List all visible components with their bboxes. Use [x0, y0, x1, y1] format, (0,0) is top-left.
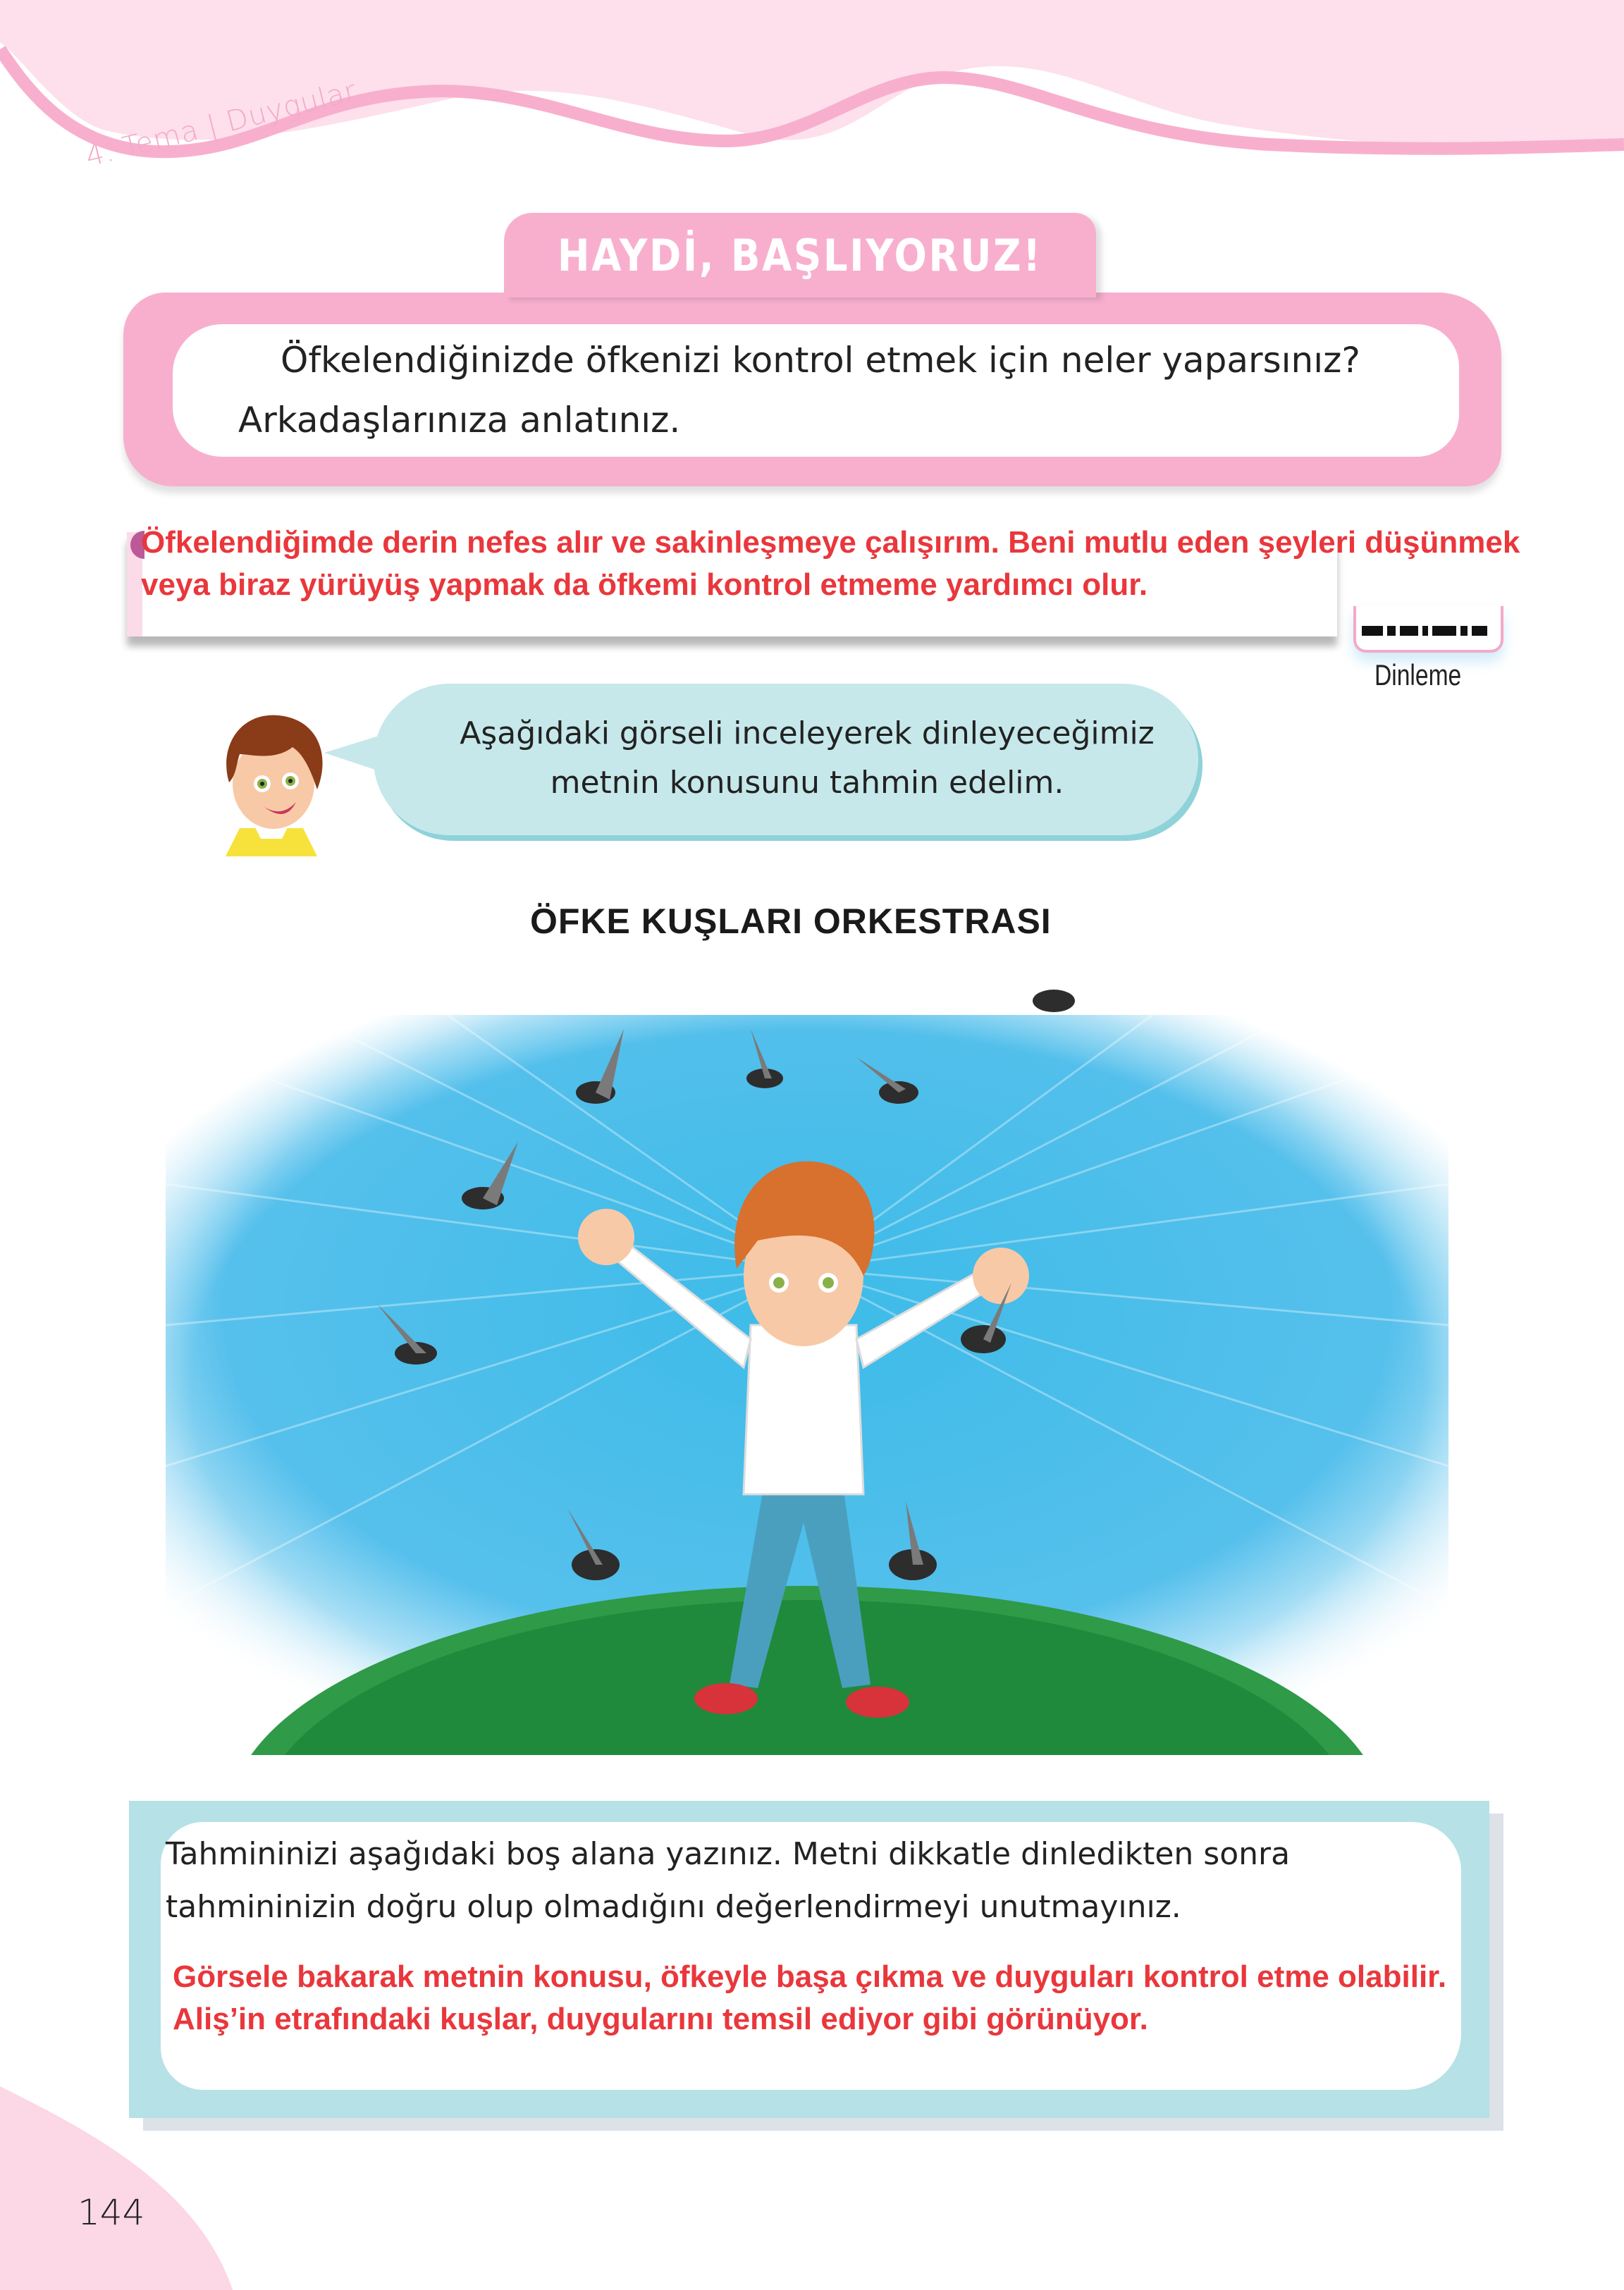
guess-instruction-line1: Tahmininizi aşağıdaki boş alana yazınız. Metni dikkatle dinledikten sonra — [166, 1836, 1291, 1872]
question-text-line1: Öfkelendiğinizde öfkenizi kontrol etmek için neler yaparsınız? — [281, 340, 1360, 381]
header-wave-decoration — [0, 0, 1624, 169]
theme-label: 4. Tema | Duygular — [82, 74, 361, 173]
section-title: HAYDİ, BAŞLIYORUZ! — [558, 229, 1042, 281]
question-text-line2: Arkadaşlarınıza anlatınız. — [238, 400, 681, 441]
page-corner-decoration — [0, 2086, 240, 2290]
page-number: 144 — [78, 2192, 145, 2233]
guess-answer-text[interactable]: Görsele bakarak metnin konusu, öfkeyle başa çıkma ve duyguları kontrol etme olabilir. Aliş’in etrafındaki kuşlar, duygularını temsil ediyor gibi görünüyor. — [173, 1959, 1447, 2036]
kid-avatar — [211, 705, 331, 856]
speech-bubble — [374, 684, 1198, 835]
story-title: ÖFKE KUŞLARI ORKESTRASI — [530, 901, 1052, 941]
listening-label: Dinleme — [1374, 658, 1462, 691]
speech-text-line2: metnin konusunu tahmin edelim. — [550, 765, 1064, 801]
story-illustration — [166, 973, 1448, 1755]
speech-text-line1: Aşağıdaki görseli inceleyerek dinleyeceğimiz — [460, 715, 1155, 751]
qr-code-icon — [1362, 626, 1489, 639]
section-tab — [504, 213, 1096, 297]
answer-text[interactable]: Öfkelendiğimde derin nefes alır ve sakinleşmeye çalışırım. Beni mutlu eden şeyleri düşünmek veya biraz yürüyüş yapmak da öfkemi kontrol etmeme yardımcı olur. — [141, 525, 1520, 602]
guess-instruction-line2: tahmininizin doğru olup olmadığını değerlendirmeyi unutmayınız. — [166, 1889, 1181, 1925]
